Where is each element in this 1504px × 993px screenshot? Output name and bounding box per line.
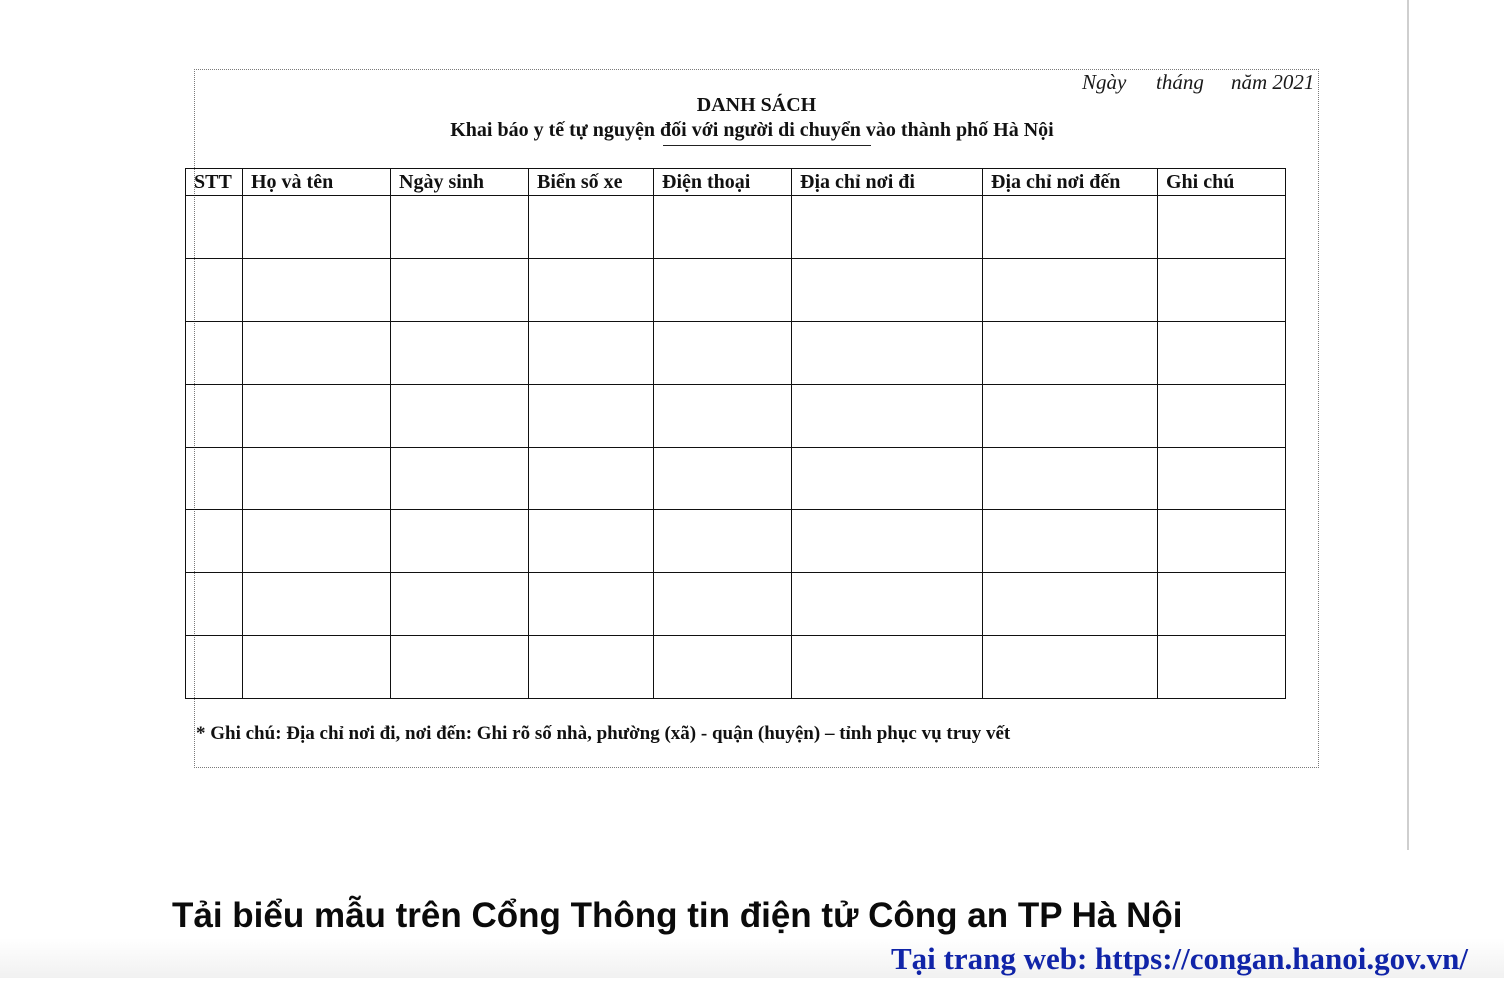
table-cell (1158, 258, 1286, 321)
column-header-license-plate: Biển số xe (529, 169, 654, 196)
table-cell (391, 447, 529, 510)
table-cell (983, 510, 1158, 573)
table-cell (243, 196, 391, 259)
column-header-full-name: Họ và tên (243, 169, 391, 196)
table-cell (186, 510, 243, 573)
table-cell (529, 384, 654, 447)
table-cell (529, 636, 654, 699)
table-cell (529, 573, 654, 636)
table-cell (1158, 196, 1286, 259)
table-cell (529, 447, 654, 510)
table-cell (391, 321, 529, 384)
table-cell (1158, 510, 1286, 573)
table-cell (983, 573, 1158, 636)
table-cell (391, 636, 529, 699)
column-header-departure-address: Địa chỉ nơi đi (792, 169, 983, 196)
table-cell (529, 510, 654, 573)
table-row (186, 258, 1286, 321)
table-cell (1158, 573, 1286, 636)
image-caption: Tải biểu mẫu trên Cổng Thông tin điện tử Công an TP Hà Nội (172, 896, 1183, 935)
column-header-notes: Ghi chú (1158, 169, 1286, 196)
table-cell (792, 196, 983, 259)
subtitle-underline (663, 145, 871, 146)
table-cell (792, 258, 983, 321)
table-cell (983, 258, 1158, 321)
table-cell (529, 258, 654, 321)
table-cell (792, 573, 983, 636)
table-cell (654, 636, 792, 699)
table-cell (243, 636, 391, 699)
table-row (186, 321, 1286, 384)
document-subtitle: Khai báo y tế tự nguyện đối với người di chuyển vào thành phố Hà Nội (450, 119, 1054, 141)
table-cell (243, 573, 391, 636)
table-cell (792, 384, 983, 447)
table-cell (391, 510, 529, 573)
table-cell (1158, 636, 1286, 699)
table-header-row (186, 169, 1286, 196)
column-header-phone: Điện thoại (654, 169, 792, 196)
table-cell (186, 573, 243, 636)
table-row (186, 196, 1286, 259)
document-title: DANH SÁCH (696, 94, 817, 116)
table-cell (243, 321, 391, 384)
table-row (186, 636, 1286, 699)
table-cell (792, 636, 983, 699)
date-day-label: Ngày (1082, 70, 1127, 94)
table-row (186, 510, 1286, 573)
table-body (186, 196, 1286, 699)
table-cell (983, 196, 1158, 259)
column-header-arrival-address: Địa chỉ nơi đến (983, 169, 1158, 196)
table-cell (1158, 384, 1286, 447)
table-cell (391, 258, 529, 321)
table-cell (654, 510, 792, 573)
declaration-table (185, 168, 1286, 699)
table-cell (529, 196, 654, 259)
table-cell (654, 196, 792, 259)
table-cell (1158, 321, 1286, 384)
table-cell (186, 384, 243, 447)
table-cell (792, 447, 983, 510)
table-cell (654, 258, 792, 321)
table-cell (243, 510, 391, 573)
table-cell (983, 636, 1158, 699)
table-cell (391, 384, 529, 447)
table-cell (243, 447, 391, 510)
table-cell (792, 321, 983, 384)
table-cell (243, 384, 391, 447)
table-cell (654, 573, 792, 636)
column-header-stt: STT (186, 169, 243, 196)
table-cell (983, 447, 1158, 510)
table-cell (654, 447, 792, 510)
table-cell (391, 196, 529, 259)
table-cell (792, 510, 983, 573)
table-cell (529, 321, 654, 384)
table-cell (654, 321, 792, 384)
table-cell (186, 196, 243, 259)
table-cell (186, 321, 243, 384)
table-cell (1158, 447, 1286, 510)
column-header-birth-date: Ngày sinh (391, 169, 529, 196)
date-year-label: năm 2021 (1231, 70, 1315, 94)
table-row (186, 573, 1286, 636)
date-month-label: tháng (1156, 70, 1204, 94)
table-cell (983, 384, 1158, 447)
source-website: Tại trang web: https://congan.hanoi.gov.vn/ (890, 941, 1468, 976)
table-cell (186, 636, 243, 699)
table-cell (391, 573, 529, 636)
table-cell (186, 258, 243, 321)
table-row (186, 447, 1286, 510)
table-cell (654, 384, 792, 447)
table-cell (983, 321, 1158, 384)
footnote: * Ghi chú: Địa chỉ nơi đi, nơi đến: Ghi rõ số nhà, phường (xã) - quận (huyện) – tỉnh phục vụ truy vết (196, 723, 1011, 744)
table-cell (243, 258, 391, 321)
table-cell (186, 447, 243, 510)
table-row (186, 384, 1286, 447)
